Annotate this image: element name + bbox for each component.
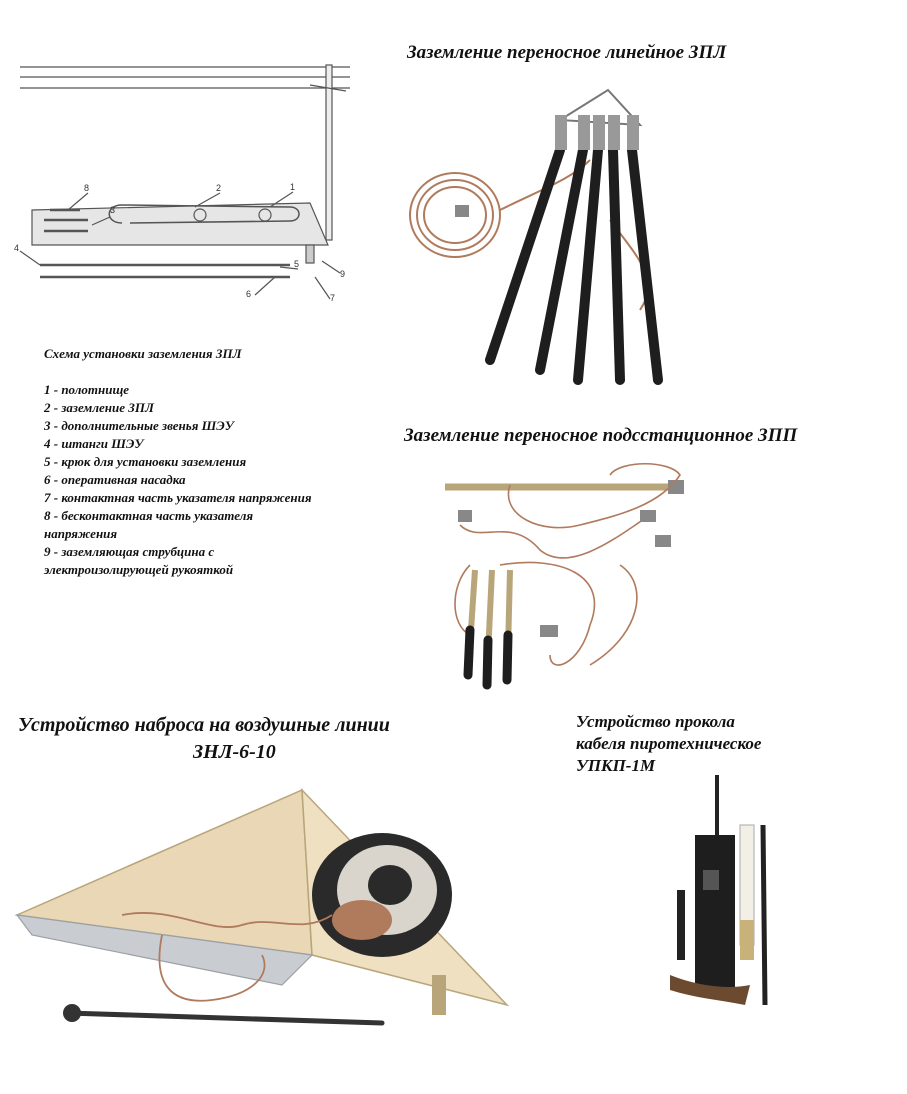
title-zpl: Заземление переносное линейное ЗПЛ <box>407 42 727 63</box>
title-znl-line1: Устройство наброса на воздушные линии <box>18 714 390 736</box>
zpp-illustration <box>440 455 700 690</box>
legend-item: 5 - крюк для установки заземления <box>44 454 247 469</box>
label-8: 8 <box>84 183 90 193</box>
grounding-spike <box>67 1013 382 1023</box>
ground-clamp <box>455 205 469 217</box>
label-7: 7 <box>330 293 336 303</box>
legend-item: 3 - дополнительные звенья ШЭУ <box>44 418 234 433</box>
insulating-rod <box>613 150 620 380</box>
label-9: 9 <box>340 269 346 279</box>
title-zpp: Заземление переносное подсстанционное ЗПП <box>404 425 798 446</box>
pyrotechnic-device-body <box>695 835 735 995</box>
legend <box>44 345 319 579</box>
handle <box>507 635 508 680</box>
znl-illustration <box>12 785 512 1045</box>
pole <box>326 65 332 240</box>
label-5: 5 <box>294 259 300 269</box>
label-6: 6 <box>246 289 252 299</box>
legend-item: 7 - контактная часть указателя напряжения <box>44 490 312 505</box>
label-3: 3 <box>110 205 116 215</box>
title-upkp <box>576 711 761 777</box>
title-upkp-line: УПКП-1М <box>576 756 656 775</box>
zpl-installation-schematic <box>10 55 360 305</box>
legend-item: 1 - полотнище <box>44 382 130 397</box>
grounding-pin <box>763 825 765 1005</box>
legend-item: 9 - заземляющая струбцина с электроизолирующей рукояткой <box>44 544 234 577</box>
handle <box>468 630 470 675</box>
legend-item: 8 - бесконтактная часть указателя напряжения <box>44 508 254 541</box>
legend-heading: Схема установки заземления ЗПЛ <box>44 346 242 361</box>
zpl-illustration <box>400 80 690 400</box>
handle <box>487 640 488 685</box>
title-upkp-line: кабеля пиротехническое <box>576 734 762 753</box>
upkp-illustration <box>665 770 785 1020</box>
label-1: 1 <box>290 182 296 192</box>
label-4: 4 <box>14 243 20 253</box>
label-2: 2 <box>216 183 222 193</box>
legend-item: 2 - заземление ЗПЛ <box>44 400 154 415</box>
insulating-rod <box>632 150 658 380</box>
legend-item: 4 - штанги ШЭУ <box>44 436 144 451</box>
title-upkp-line: Устройство прокола <box>576 712 735 731</box>
legend-item: 6 - оперативная насадка <box>44 472 186 487</box>
ground-clamp <box>540 625 558 637</box>
title-znl-line2: ЗНЛ-6-10 <box>193 741 276 763</box>
cable-reel <box>312 833 452 957</box>
